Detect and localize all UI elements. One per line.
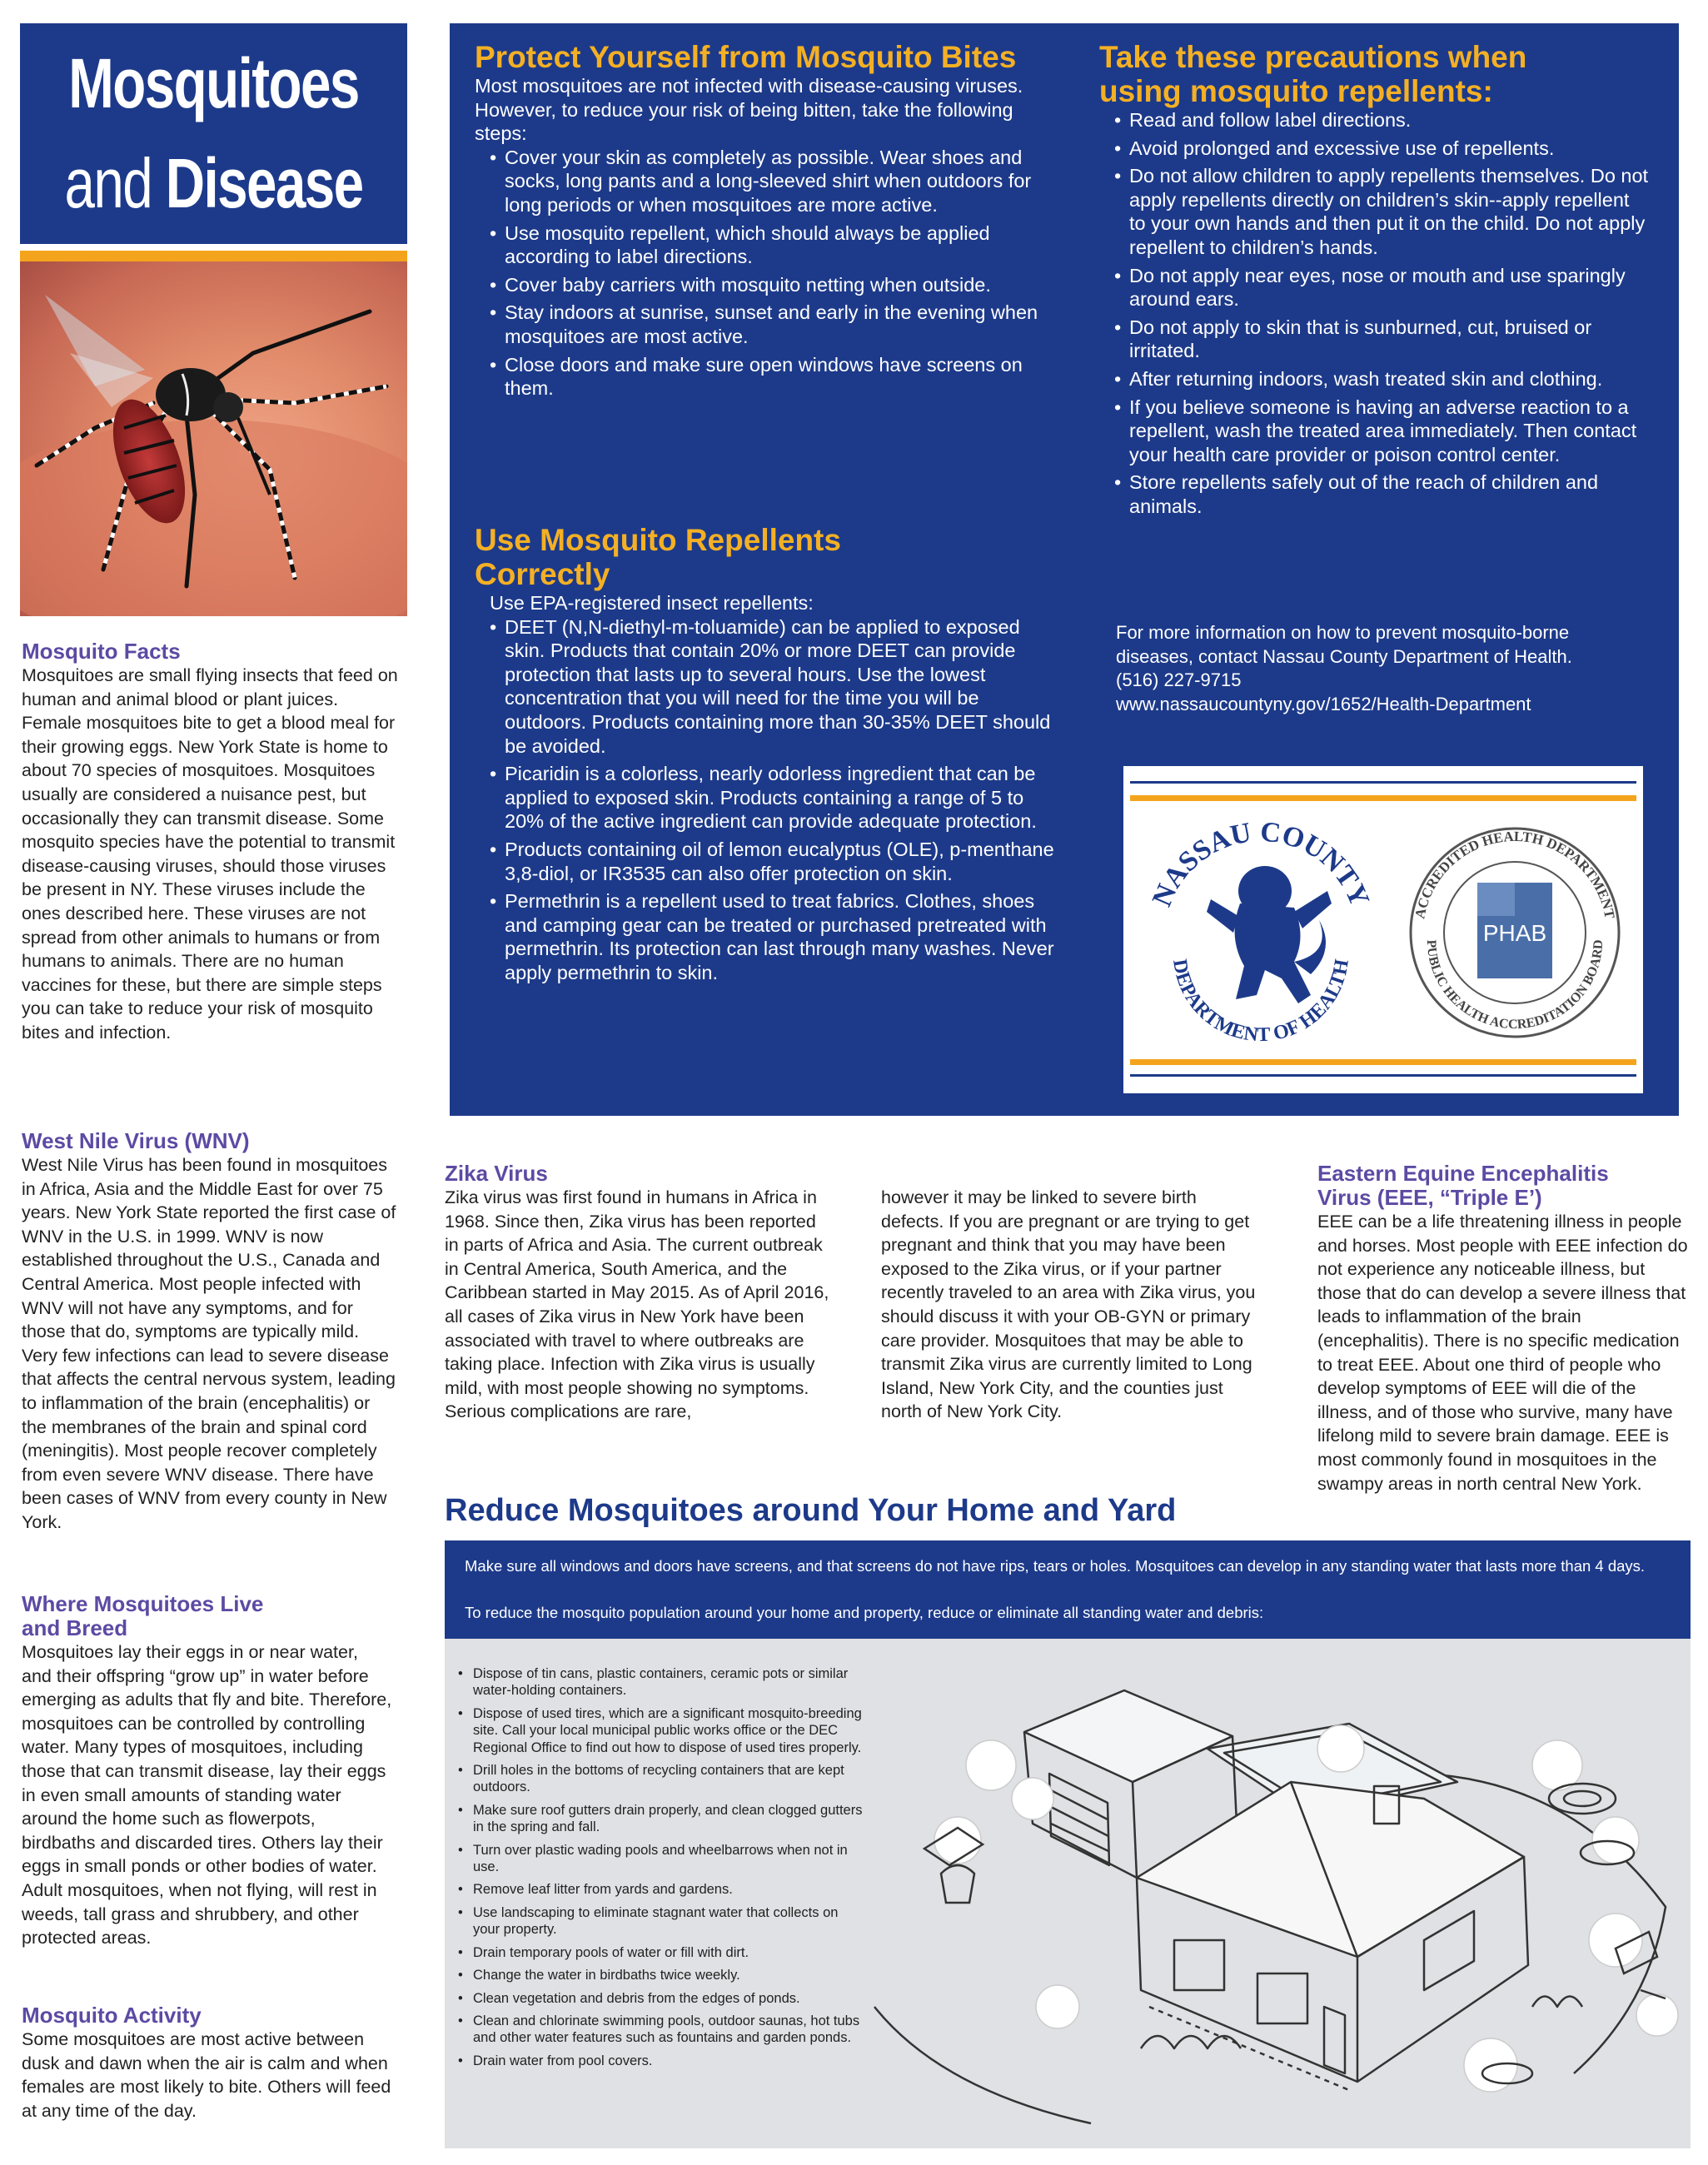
repellents-heading: Use Mosquito Repellents Correctly [475, 523, 841, 591]
logo-line-top-gold [1130, 795, 1636, 801]
list-item: • Do not apply to skin that is sunburned, cut, bruised or irritated. [1114, 316, 1649, 363]
logo-box [1123, 766, 1643, 1093]
mosquito-icon [20, 261, 407, 616]
title-line-1: Mosquitoes [68, 44, 359, 122]
mosquito-photo [20, 261, 407, 616]
list-item: • After returning indoors, wash treated skin and clothing. [1114, 367, 1649, 391]
list-item: • Store repellents safely out of the reach of children and animals. [1114, 470, 1649, 518]
list-item: • Drain water from pool covers. [458, 2053, 866, 2069]
eee-heading: Eastern Equine Encephalitis Virus (EEE, “Triple E’) [1317, 1161, 1609, 1210]
activity-heading: Mosquito Activity [22, 2003, 202, 2028]
phab-top-text: ACCREDITED HEALTH DEPARTMENT [1412, 828, 1618, 920]
repellents-list [490, 615, 1058, 985]
eee-body: EEE can be a life threatening illness in people and horses. Most people with EEE infection do not experience any noticeable illness, but those that do can develop a severe illness that leads to inflammation of the brain (encephalitis). There is no specific medication to treat EEE. About one third of people who develop symptoms of EEE will die of the illness, and of those who survive, many have lifelong mild to severe brain damage. EEE is most commonly found in mosquitoes in the swampy areas in north central New York. [1317, 1212, 1688, 1494]
activity-body: Some mosquitoes are most active between dusk and dawn when the air is calm and when females are most likely to bite. Others will feed at any time of the day. [22, 2029, 391, 2121]
list-item: • Do not allow children to apply repellents themselves. Do not apply repellents directly on children’s skin--apply repellent to your own hands and then put it on the child. Do not apply repellent to children’s hands. [1114, 164, 1649, 259]
list-item: • DEET (N,N-diethyl-m-toluamide) can be applied to exposed skin. Products that contain 20% or more DEET can provide protection that lasts up to several hours. Use the lowest concentration that you will need for the time you will be outdoors. Products containing more than 30-35% DEET should be avoided. [490, 615, 1058, 759]
mosquito-facts-heading: Mosquito Facts [22, 639, 181, 664]
contact-phone: (516) 227-9715 [1116, 669, 1242, 691]
contact-block [1116, 621, 1649, 716]
precautions-heading: Take these precautions when using mosquito repellents: [1099, 40, 1527, 108]
protect-list [490, 146, 1049, 401]
where-live-body: Mosquitoes lay their eggs in or near water, and their offspring “grow up” in water before emerging as adults that fly and bite. Therefore, mosquitoes can be controlled by controlling water. Many types of mosquitoes, including those that can transmit disease, lay their eggs in even small amounts of standing water around the home such as flowerpots, birdbaths and discarded tires. Others lay their eggs in small ponds or other bodies of water. Adult mosquitoes, when not flying, will rest in weeds, tall grass and shrubbery, and other protected areas. [22, 1642, 392, 1948]
nassau-seal-bottom-text: DEPARTMENT OF HEALTH [1168, 958, 1353, 1047]
contact-text: For more information on how to prevent mosquito-borne diseases, contact Nassau County Department of Health. [1116, 622, 1572, 667]
mosquito-facts-section [22, 640, 398, 1045]
list-item: • If you believe someone is having an adverse reaction to a repellent, wash the treated area immediately. Then contact your health care provider or poison control center. [1114, 396, 1649, 467]
zika-section-continued [881, 1186, 1257, 1424]
repellents-section [475, 523, 1058, 989]
list-item: • Do not apply near eyes, nose or mouth and use sparingly around ears. [1114, 264, 1649, 311]
list-item: • Close doors and make sure open windows have screens on them. [490, 353, 1049, 401]
list-item: • Dispose of tin cans, plastic containers, ceramic pots or similar water-holding containers. [458, 1665, 866, 1700]
list-item: • Picaridin is a colorless, nearly odorless ingredient that can be applied to exposed skin. Products containing a range of 5 to 20% of the active ingredient can provide adequate protection. [490, 762, 1058, 834]
nassau-county-seal-icon [1140, 812, 1382, 1053]
list-item: • Use landscaping to eliminate stagnant water that collects on your property. [458, 1904, 866, 1939]
reduce-banner [445, 1540, 1691, 1639]
where-live-section [22, 1591, 392, 1950]
list-item: • Cover baby carriers with mosquito netting when outside. [490, 273, 1049, 297]
zika-heading: Zika Virus [445, 1161, 548, 1186]
house-yard-illustration [841, 1657, 1682, 2140]
list-item: • Dispose of used tires, which are a significant mosquito-breeding site. Call your local municipal public works office or the DEC Regional Office to find out how to dispose of used tires properly. [458, 1705, 866, 1756]
title-line-2 [62, 144, 365, 222]
list-item: • Drill holes in the bottoms of recycling containers that are kept outdoors. [458, 1762, 866, 1796]
title-and: and [64, 144, 152, 222]
protect-section [475, 40, 1049, 405]
list-item: • Turn over plastic wading pools and wheelbarrows when not in use. [458, 1842, 866, 1876]
list-item: • Cover your skin as completely as possible. Wear shoes and socks, long pants and a long-sleeved shirt when outdoors for long periods or when mosquitoes are more active. [490, 146, 1049, 217]
list-item: • Change the water in birdbaths twice weekly. [458, 1967, 866, 1983]
wnv-body: West Nile Virus has been found in mosquitoes in Africa, Asia and the Middle East for over 75 years. New York State reported the first case of WNV in the U.S. in 1999. WNV is now established throughout the U.S., Canada and Central America. Most people infected with WNV will not have any symptoms, and for those that do, symptoms are typically mild. Very few infections can lead to severe disease that affects the central nervous system, leading to inflammation of the brain (encephalitis) or the membranes of the brain and spinal cord (meningitis). Most people recover completely from even severe WNV disease. There have been cases of WNV from every county in New York. [22, 1155, 396, 1532]
phab-mark: PHAB [1482, 920, 1547, 946]
list-item: • Read and follow label directions. [1114, 108, 1649, 132]
reduce-list [458, 1665, 866, 2075]
wnv-heading: West Nile Virus (WNV) [22, 1128, 250, 1153]
wnv-section [22, 1129, 398, 1535]
mosquito-facts-body: Mosquitoes are small flying insects that feed on human and animal blood or plant juices. Female mosquitoes bite to get a blood meal for their growing eggs. New York State is home to about 70 species of mosquitoes. Mosquitoes usually are considered a nuisance pest, but occasionally they can transmit disease. Some mosquito species have the potential to transmit disease-causing viruses, should those viruses be present in NY. These viruses include the ones described here. These viruses are not spread from other animals to humans or from humans to animals. There are no human vaccines for these, but there are simple steps you can take to reduce your risk of mosquito bites and infection. [22, 665, 398, 1043]
where-live-heading: Where Mosquitoes Live and Breed [22, 1591, 264, 1640]
zika-section [445, 1162, 832, 1424]
nassau-seal-top-text: NASSAU COUNTY [1146, 816, 1376, 911]
contact-url[interactable]: www.nassaucountyny.gov/1652/Health-Department [1116, 693, 1531, 714]
zika-body-2: however it may be linked to severe birth defects. If you are pregnant or are trying to get pregnant and think that you may have been exposed to the Zika virus, or if your partner recently traveled to an area with Zika virus, you should discuss it with your OB-GYN or primary care provider. Mosquitoes that may be able to transmit Zika virus are currently limited to Long Island, New York City, and the counties just north of New York City. [881, 1187, 1256, 1422]
repellents-intro: Use EPA-registered insect repellents: [490, 592, 814, 614]
lion-icon [1207, 866, 1332, 1003]
precautions-list [1114, 108, 1649, 519]
reduce-banner-text-1: Make sure all windows and doors have screens, and that screens do not have rips, tears or holes. Mosquitoes can develop in any standing water that lasts more than 4 days. [465, 1557, 1646, 1575]
list-item: • Drain temporary pools of water or fill with dirt. [458, 1944, 866, 1961]
reduce-banner-text-2: To reduce the mosquito population around your home and property, reduce or eliminate all standing water and debris: [465, 1604, 1264, 1621]
list-item: • Make sure roof gutters drain properly, and clean clogged gutters in the spring and fall. [458, 1802, 866, 1836]
list-item: • Stay indoors at sunrise, sunset and early in the evening when mosquitoes are most active. [490, 301, 1049, 348]
phab-bottom-text: PUBLIC HEALTH ACCREDITATION BOARD [1423, 939, 1606, 1033]
list-item: • Avoid prolonged and excessive use of repellents. [1114, 137, 1649, 161]
protect-heading: Protect Yourself from Mosquito Bites [475, 40, 1017, 74]
title-block [20, 23, 407, 244]
logo-line-top-blue [1130, 781, 1636, 784]
list-item: • Remove leaf litter from yards and gardens. [458, 1881, 866, 1898]
logo-line-bottom-gold [1130, 1059, 1636, 1065]
list-item: • Use mosquito repellent, which should always be applied according to label directions. [490, 221, 1049, 269]
logo-line-bottom-blue [1130, 1074, 1636, 1077]
zika-body-1: Zika virus was first found in humans in Africa in 1968. Since then, Zika virus has been reported in parts of Africa and Asia. The current outbreak in Central America, South America, and the Caribbean started in May 2015. As of April 2016, all cases of Zika virus in New York have been associated with travel to where outbreaks are taking place. Infection with Zika virus is usually mild, with most people showing no symptoms. Serious complications are rare, [445, 1187, 829, 1422]
list-item: • Products containing oil of lemon eucalyptus (OLE), p-menthane 3,8-diol, or IR3535 can also offer protection on skin. [490, 838, 1058, 885]
list-item: • Clean vegetation and debris from the edges of ponds. [458, 1990, 866, 2007]
title-stripe [20, 251, 407, 261]
protect-intro: Most mosquitoes are not infected with disease-causing viruses. However, to reduce your risk of being bitten, take the following steps: [475, 75, 1023, 145]
list-item: • Permethrin is a repellent used to treat fabrics. Clothes, shoes and camping gear can be treated or purchased pretreated with permethrin. Its protection can last through many washes. Never apply permethrin to skin. [490, 889, 1058, 984]
reduce-heading: Reduce Mosquitoes around Your Home and Yard [445, 1493, 1177, 1528]
list-item: • Clean and chlorinate swimming pools, outdoor saunas, hot tubs and other water features such as fountains and garden ponds. [458, 2013, 866, 2047]
eee-section [1317, 1162, 1692, 1496]
title-disease: Disease [165, 144, 363, 222]
precautions-section [1099, 40, 1649, 523]
phab-seal-icon [1398, 816, 1631, 1049]
activity-section [22, 2003, 398, 2123]
